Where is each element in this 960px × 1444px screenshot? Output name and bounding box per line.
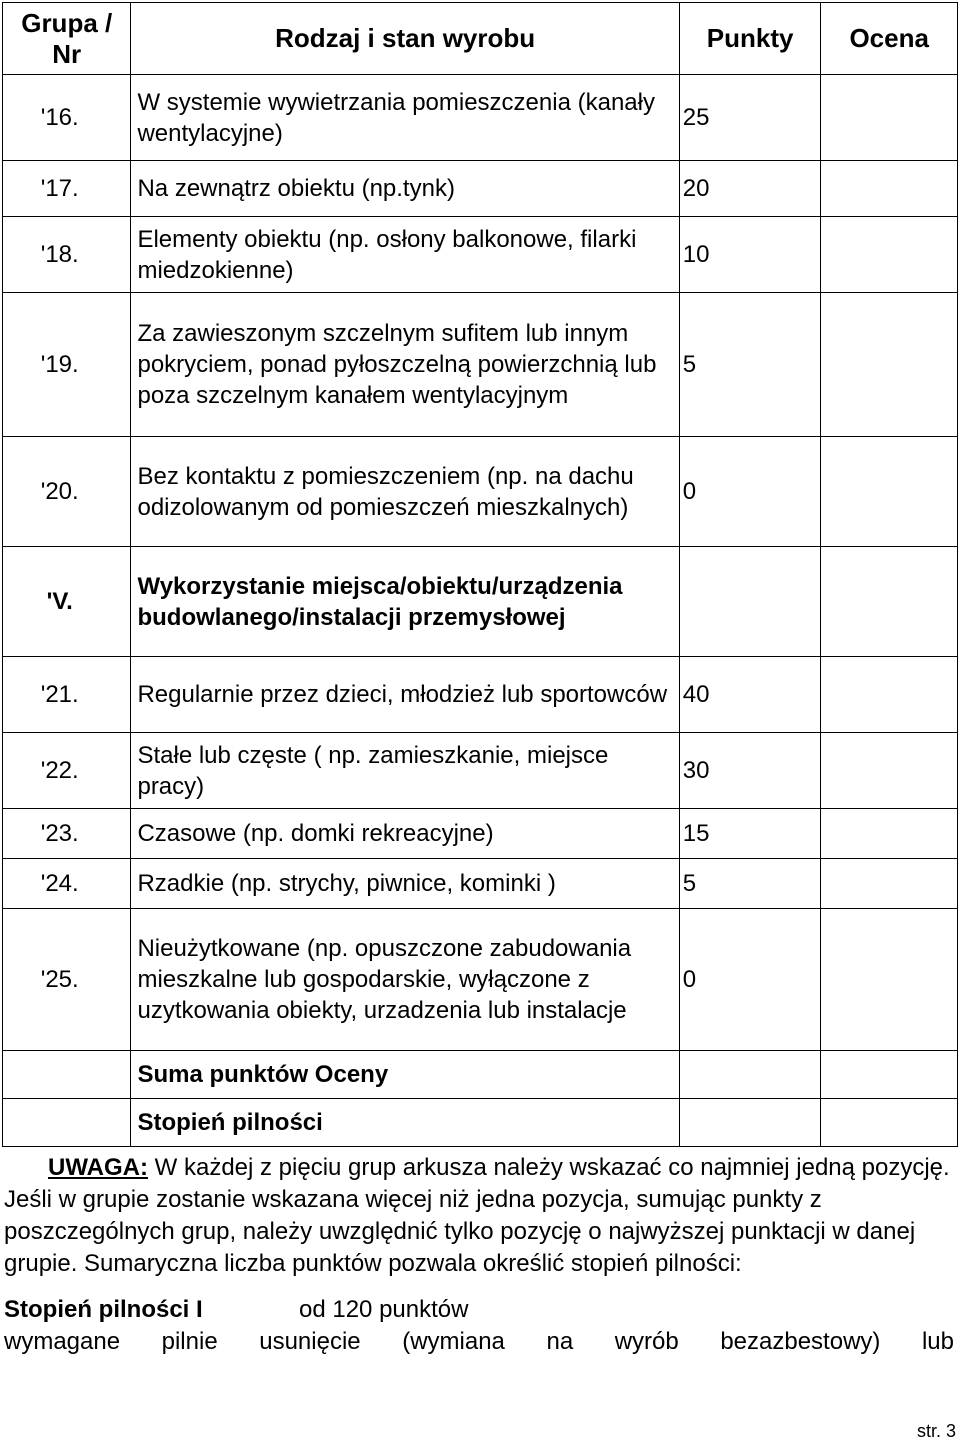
note-paragraph (4, 1152, 954, 1280)
row-points: 25 (679, 75, 821, 161)
row-grade-cell[interactable] (821, 733, 958, 809)
row-points: 5 (679, 293, 821, 437)
sum-grade-cell[interactable] (821, 1051, 958, 1099)
degree-line (4, 1294, 954, 1326)
row-points (679, 547, 821, 657)
row-number: '22. (3, 733, 131, 809)
row-description: Czasowe (np. domki rekreacyjne) (131, 809, 679, 859)
row-number: '18. (3, 217, 131, 293)
row-number: '24. (3, 859, 131, 909)
sum-row (3, 1051, 958, 1099)
note-text: W każdej z pięciu grup arkusza należy wskazać co najmniej jedną pozycję. Jeśli w grupie zostanie wskazana więcej niż jedna pozycja, sumując punkty z poszczególnych grup, należy uwzględnić tylko pozycję o najwyższej punktacji w danej grupie. Sumaryczna liczba punktów pozwala określić stopień pilności: (4, 1154, 950, 1277)
assessment-table (2, 2, 958, 1147)
row-number: '20. (3, 437, 131, 547)
note-label: UWAGA: (48, 1154, 148, 1181)
row-description: Regularnie przez dzieci, młodzież lub sportowców (131, 657, 679, 733)
header-description: Rodzaj i stan wyrobu (131, 3, 679, 75)
row-grade-cell[interactable] (821, 437, 958, 547)
group-number: 'V. (3, 547, 131, 657)
row-description: Na zewnątrz obiektu (np.tynk) (131, 161, 679, 217)
row-points: 30 (679, 733, 821, 809)
row-grade-cell[interactable] (821, 75, 958, 161)
row-number: '25. (3, 909, 131, 1051)
row-grade-cell[interactable] (821, 547, 958, 657)
row-number: '21. (3, 657, 131, 733)
degree-points-cell (679, 1099, 821, 1147)
table-row (3, 859, 958, 909)
row-description: Nieużytkowane (np. opuszczone zabudowania mieszkalne lub gospodarskie, wyłączone z uzytkowania obiekty, urzadzenia lub instalacje (131, 909, 679, 1051)
requirement-line: wymagane pilnie usunięcie (wymiana na wyrób bezazbestowy) lub (4, 1328, 954, 1355)
group-title: Wykorzystanie miejsca/obiektu/urządzenia budowlanego/instalacji przemysłowej (131, 547, 679, 657)
row-points: 10 (679, 217, 821, 293)
table-row (3, 437, 958, 547)
table-row (3, 733, 958, 809)
row-number: '19. (3, 293, 131, 437)
degree-blank (3, 1099, 131, 1147)
note-section (4, 1152, 954, 1358)
row-grade-cell[interactable] (821, 859, 958, 909)
row-grade-cell[interactable] (821, 293, 958, 437)
row-grade-cell[interactable] (821, 161, 958, 217)
table-row-group-v (3, 547, 958, 657)
row-points: 20 (679, 161, 821, 217)
row-description: Bez kontaktu z pomieszczeniem (np. na dachu odizolowanym od pomieszczeń mieszkalnych) (131, 437, 679, 547)
degree-threshold: od 120 punktów (299, 1296, 469, 1323)
header-row (3, 3, 958, 75)
table-row (3, 161, 958, 217)
row-grade-cell[interactable] (821, 657, 958, 733)
table-row (3, 293, 958, 437)
row-grade-cell[interactable] (821, 909, 958, 1051)
degree-name: Stopień pilności I (4, 1296, 203, 1323)
table-row (3, 909, 958, 1051)
row-points: 5 (679, 859, 821, 909)
row-description: Rzadkie (np. strychy, piwnice, kominki ) (131, 859, 679, 909)
table-row (3, 217, 958, 293)
sum-blank (3, 1051, 131, 1099)
header-group: Grupa / Nr (3, 3, 131, 75)
row-description: W systemie wywietrzania pomieszczenia (kanały wentylacyjne) (131, 75, 679, 161)
row-points: 0 (679, 909, 821, 1051)
row-number: '23. (3, 809, 131, 859)
row-grade-cell[interactable] (821, 809, 958, 859)
degree-label: Stopień pilności (131, 1099, 679, 1147)
row-points: 0 (679, 437, 821, 547)
sum-points-cell (679, 1051, 821, 1099)
table-row (3, 75, 958, 161)
degree-row (3, 1099, 958, 1147)
row-points: 15 (679, 809, 821, 859)
row-description: Za zawieszonym szczelnym sufitem lub innym pokryciem, ponad pyłoszczelną powierzchnią lub poza szczelnym kanałem wentylacyjnym (131, 293, 679, 437)
page-number: str. 3 (916, 1421, 956, 1441)
table-row (3, 657, 958, 733)
row-number: '16. (3, 75, 131, 161)
table-row (3, 809, 958, 859)
row-grade-cell[interactable] (821, 217, 958, 293)
row-points: 40 (679, 657, 821, 733)
row-number: '17. (3, 161, 131, 217)
row-description: Elementy obiektu (np. osłony balkonowe, filarki miedzokienne) (131, 217, 679, 293)
row-description: Stałe lub częste ( np. zamieszkanie, miejsce pracy) (131, 733, 679, 809)
header-grade: Ocena (821, 3, 958, 75)
sum-label: Suma punktów Oceny (131, 1051, 679, 1099)
header-points: Punkty (679, 3, 821, 75)
degree-grade-cell[interactable] (821, 1099, 958, 1147)
